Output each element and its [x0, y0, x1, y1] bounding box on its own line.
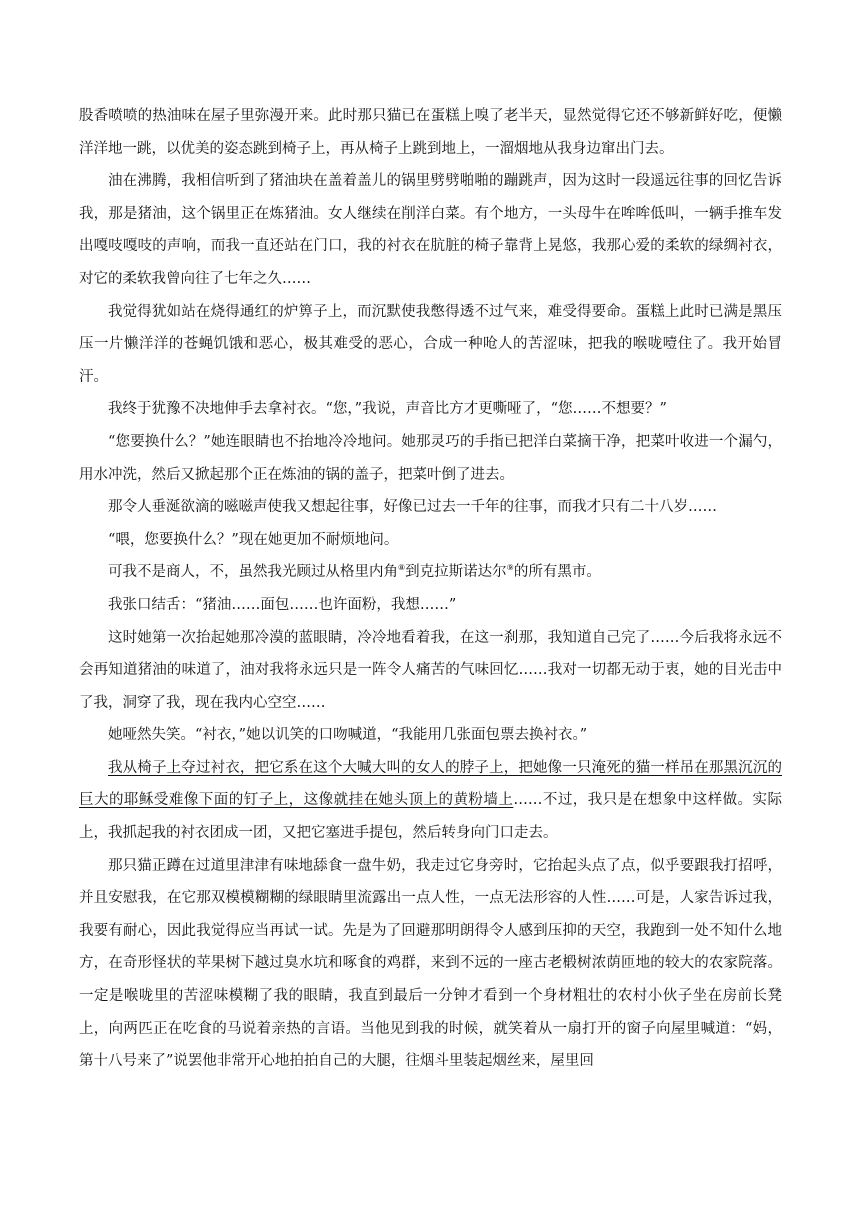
paragraph-8-text-b: 到克拉斯诺达尔 — [405, 564, 507, 581]
paragraph-10: 这时她第一次抬起她那冷漠的蓝眼睛，冷冷地看着我，在这一刹那，我知道自己完了……今后我将永远不会再知道猪油的味道了，油对我将永远只是一阵令人痛苦的气味回忆……我对一切都无动于衷，她的目光击中了我，洞穿了我，现在我内心空空…… — [79, 629, 782, 711]
footnote-marker-9: ⑨ — [506, 563, 514, 573]
paragraph-1: 股香喷喷的热油味在屋子里弥漫开来。此时那只猫已在蛋糕上嗅了老半天，显然觉得它还不够新鲜好吃，便懒洋洋地一跳，以优美的姿态跳到椅子上，再从椅子上跳到地上，一溜烟地从我身边窜出门去。 — [79, 108, 782, 157]
paragraph-2: 油在沸腾，我相信听到了猪油块在盖着盖儿的锅里劈劈啪啪的蹦跳声，因为这时一段遥远往事的回忆告诉我，那是猪油，这个锅里正在炼猪油。女人继续在削洋白菜。有个地方，一头母牛在哞哞低叫，一辆手推车发出嘎吱嘎吱的声响，而我一直还站在门口，我的衬衣在肮脏的椅子靠背上晃悠，我那心爱的柔软的绿绸衬衣，对它的柔软我曾向往了七年之久…… — [79, 173, 782, 287]
paragraph-5: “您要换什么？”她连眼睛也不抬地冷冷地问。她那灵巧的手指已把洋白菜摘干净，把菜叶收进一个漏勺，用水冲洗，然后又掀起那个正在炼油的锅的盖子，把菜叶倒了进去。 — [79, 433, 782, 483]
paragraph-11: 她哑然失笑。“衬衣，”她以讥笑的口吻喊道，“我能用几张面包票去换衬衣。” — [108, 727, 588, 744]
paragraph-3: 我觉得犹如站在烧得通红的炉箅子上，而沉默使我憋得透不过气来，难受得要命。蛋糕上此时已满是黑压压一片懒洋洋的苍蝇饥饿和恶心，极其难受的恶心，合成一种呛人的苦涩味，把我的喉咙噎住了。我开始冒汗。 — [79, 303, 782, 385]
paragraph-8 — [79, 556, 782, 589]
paragraph-12 — [79, 752, 782, 850]
paragraph-12-rest: ……不过，我只是在想象中这样做。实际上，我抓起我的衬衣团成一团，又把它塞进手提包，然后转身向门口走去。 — [79, 792, 783, 842]
paragraph-6: 那令人垂涎欲滴的嗞嗞声使我又想起往事，好像已过去一千年的往事，而我才只有二十八岁…… — [108, 499, 717, 516]
paragraph-7: “喂，您要换什么？”现在她更加不耐烦地问。 — [108, 531, 399, 548]
paragraph-4: 我终于犹豫不决地伸手去拿衬衣。“您，”我说，声音比方才更嘶哑了，“您……不想要？” — [108, 401, 667, 418]
paragraph-8-text-a: 可我不是商人，不，虽然我光顾过从格里内角 — [108, 564, 398, 581]
paragraph-13: 那只猫正蹲在过道里津津有味地舔食一盘牛奶，我走过它身旁时，它抬起头点了点，似乎要跟我打招呼，并且安慰我，在它那双模模糊糊的绿眼睛里流露出一点人性，一点无法形容的人性……可是，人家告诉过我，我要有耐心，因此我觉得应当再试一试。先是为了回避那明朗得令人感到压抑的天空，我跑到一处不知什么地方，在奇形怪状的苹果树下越过臭水坑和啄食的鸡群，来到不远的一座古老椴树浓荫匝地的较大的农家院落。一定是喉咙里的苦涩味模糊了我的眼睛，我直到最后一分钟才看到一个身材粗壮的农村小伙子坐在房前长凳上，向两匹正在吃食的马说着亲热的言语。当他见到我的时候，就笑着从一扇打开的窗子向屋里喊道：“妈，第十八号来了”说罢他非常开心地拍拍自己的大腿，往烟斗里装起烟丝来，屋里回 — [79, 857, 782, 1070]
footnote-marker-8: ⑧ — [398, 563, 406, 573]
paragraph-8-text-c: 的所有黑市。 — [513, 564, 601, 581]
underlined-passage: 我从椅子上夺过衬衣，把它系在这个大喊大叫的女人的脖子上，把她像一只淹死的猫一样吊在那黑沉沉的巨大的耶稣受难像下面的钉子上，这像就挂在她头顶上的黄粉墙上 — [79, 759, 782, 809]
paragraph-9: 我张口结舌：“猪油……面包……也许面粉，我想……” — [108, 596, 457, 613]
